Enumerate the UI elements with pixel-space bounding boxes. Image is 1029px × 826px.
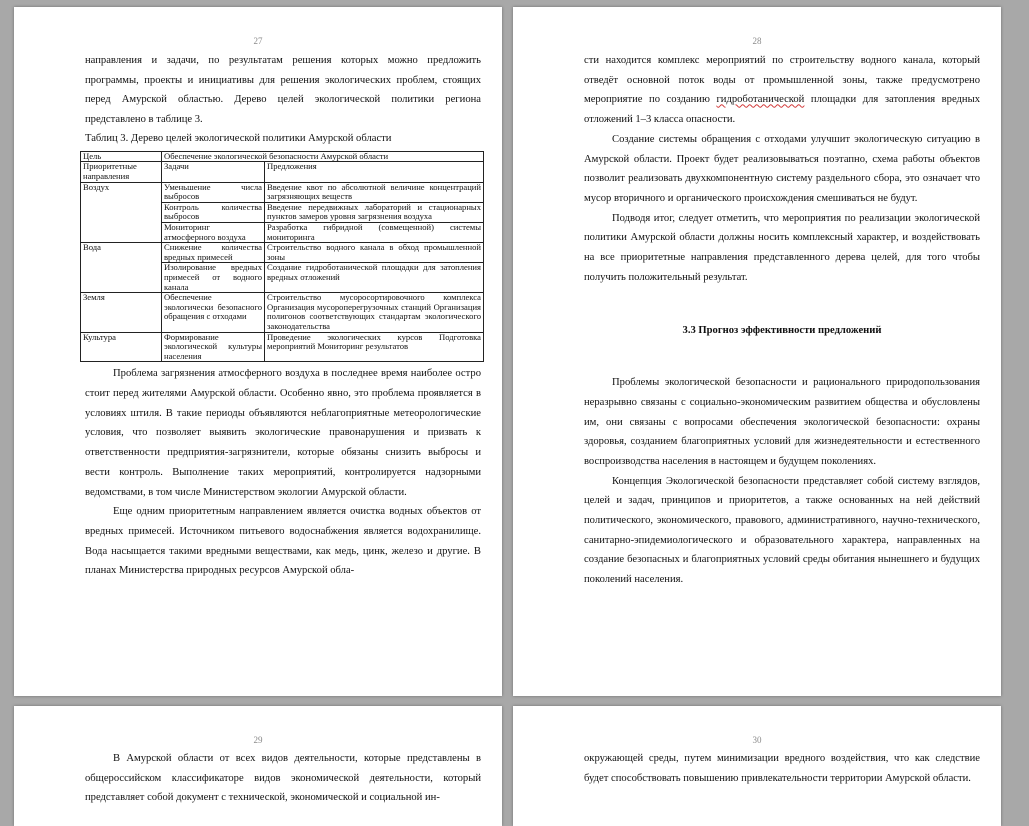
table-row [81, 182, 484, 202]
table-cell: Вода [81, 243, 162, 293]
table-cell: Создание гидроботанической площадки для затопления вредных отложений [265, 263, 484, 293]
table-cell: Цель [81, 151, 162, 162]
page-content [584, 749, 980, 788]
table-cell: Мониторинг атмосферного воздуха [162, 222, 265, 242]
table-row [81, 332, 484, 362]
table-row [81, 243, 484, 263]
table-header-cell: Приоритетные направления [81, 162, 162, 182]
paragraph [584, 51, 980, 130]
paragraph: Концепция Экологической безопасности представляет собой систему взглядов, целей и задач, принципов и приоритетов, а также основанных на ней действий политического, экономического, правового, административного, научно-технического, санитарно-эпидемиологического и образовательного характера, направленных на создание безопасных и благоприятных условий среды обитания нынешнего и будущих поколений населения. [584, 475, 980, 586]
page-number: 27 [253, 36, 263, 46]
page-29 [14, 706, 502, 826]
page-content [85, 51, 481, 581]
page-number: 29 [253, 735, 263, 745]
table-cell: Формирование экологической культуры населения [162, 332, 265, 362]
page-content [584, 51, 980, 590]
paragraph: Подводя итог, следует отметить, что мероприятия по реализации экологической политики Амурской области должны носить комплексный характер, и воздействовать на все приоритетные направления представленного дерева целей, для того чтобы получить положительный результат. [584, 212, 980, 283]
page-28 [513, 7, 1001, 696]
paragraph: направления и задачи, по результатам решения которых можно предложить программы, проекты и инициативы для решения экологических проблем, стоящих перед Амурской областью. Дерево целей экологической политики региона представлено в таблице 3. [85, 55, 481, 126]
table-cell: Культура [81, 332, 162, 362]
page-27 [14, 7, 502, 696]
page-number: 28 [752, 36, 762, 46]
paragraph: окружающей среды, путем минимизации вредного воздействия, что как следствие будет способствовать повышению привлекательности территории Амурской области. [584, 753, 980, 784]
text-run: сти находится комплекс мероприятий по строительству водного канала, который отведёт основной поток воды от промышленной зоны, также предусмотрено мероприятие по созданию [584, 55, 980, 106]
table-caption: Таблиц 3. Дерево целей экологической политики Амурской области [85, 132, 392, 144]
table-cell: Уменьшение числа выбросов [162, 182, 265, 202]
spellcheck-word[interactable]: гидроботанической [716, 94, 805, 106]
table-cell: Обеспечение экологической безопасности Амурской области [162, 151, 484, 162]
paragraph: Проблемы экологической безопасности и рационального природопользования неразрывно связаны с социально-экономическим развитием общества и обусловлены им, они связаны с вопросами обеспечения экологической безопасности: охраны здоровья, созданием благоприятных условий для жизнедеятельности и естественного воспроизводства населения в настоящем и будущем поколениях. [584, 377, 980, 467]
paragraph: Еще одним приоритетным направлением является очистка водных объектов от вредных примесей. Источником питьевого водоснабжения является водохранилище. Вода насыщается такими вредными веществами, как медь, цинк, железо и другие. В планах Министерства природных ресурсов Амурской обла- [85, 506, 481, 577]
table-cell: Строительство водного канала в обход промышленной зоны [265, 243, 484, 263]
table-header-cell: Задачи [162, 162, 265, 182]
page-content [85, 749, 481, 808]
page-30 [513, 706, 1001, 826]
table-row [81, 293, 484, 332]
table-cell: Введение квот по абсолютной величине концентраций загрязняющих веществ [265, 182, 484, 202]
table-cell: Контроль количества выбросов [162, 202, 265, 222]
paragraph: В Амурской области от всех видов деятельности, которые представлены в общероссийском классификаторе видов экономической деятельности, который представляет собой документ с технической, экономической и социальной ин- [85, 753, 481, 804]
table-cell: Снижение количества вредных примесей [162, 243, 265, 263]
table-cell: Строительство мусоросортировочного комплекса Организация мусороперегрузочных станций Организация полигонов соответствующих стандартам экологического законодательства [265, 293, 484, 332]
table-cell: Обеспечение экологически безопасного обращения с отходами [162, 293, 265, 332]
paragraph: Создание системы обращения с отходами улучшит экологическую ситуацию в Амурской области. Проект будет реализовываться поэтапно, схема работы объектов позволит реализовать двухкомпонентную систему раздельного сбора, это означает что мусор вторичного и органического происхождения смешиваться не будут. [584, 133, 980, 204]
table-cell: Проведение экологических курсов Подготовка мероприятий Мониторинг результатов [265, 332, 484, 362]
table-cell: Земля [81, 293, 162, 332]
goal-tree-table [80, 151, 484, 362]
paragraph: Проблема загрязнения атмосферного воздуха в последнее время наиболее остро стоит перед жителями Амурской области. Особенно явно, это проблема проявляется в условиях штиля. В такие периоды объявляются неблагоприятные метеорологические условия, что позволяет выявить экологические правонарушения и призвать к ответственности предприятия-загрязнители, которые обязаны снизить выбросы и вести контроль. Выполнение таких мероприятий, контролируется надзорными ведомствами, в том числе Министерством экологии Амурской области. [85, 368, 481, 498]
table-cell: Изолирование вредных примесей от водного канала [162, 263, 265, 293]
page-number: 30 [752, 735, 762, 745]
table-cell: Разработка гибридной (совмещенной) системы мониторинга [265, 222, 484, 242]
text-run: площадки для затопления вредных отложений 1–3 класса опасности. [584, 94, 980, 126]
table-row [81, 162, 484, 182]
table-cell: Воздух [81, 182, 162, 243]
section-heading: 3.3 Прогноз эффективности предложений [682, 325, 882, 337]
table-header-cell: Предложения [265, 162, 484, 182]
table-row [81, 151, 484, 162]
table-cell: Введение передвижных лабораторий и стационарных пунктов замеров уровня загрязнения воздуха [265, 202, 484, 222]
